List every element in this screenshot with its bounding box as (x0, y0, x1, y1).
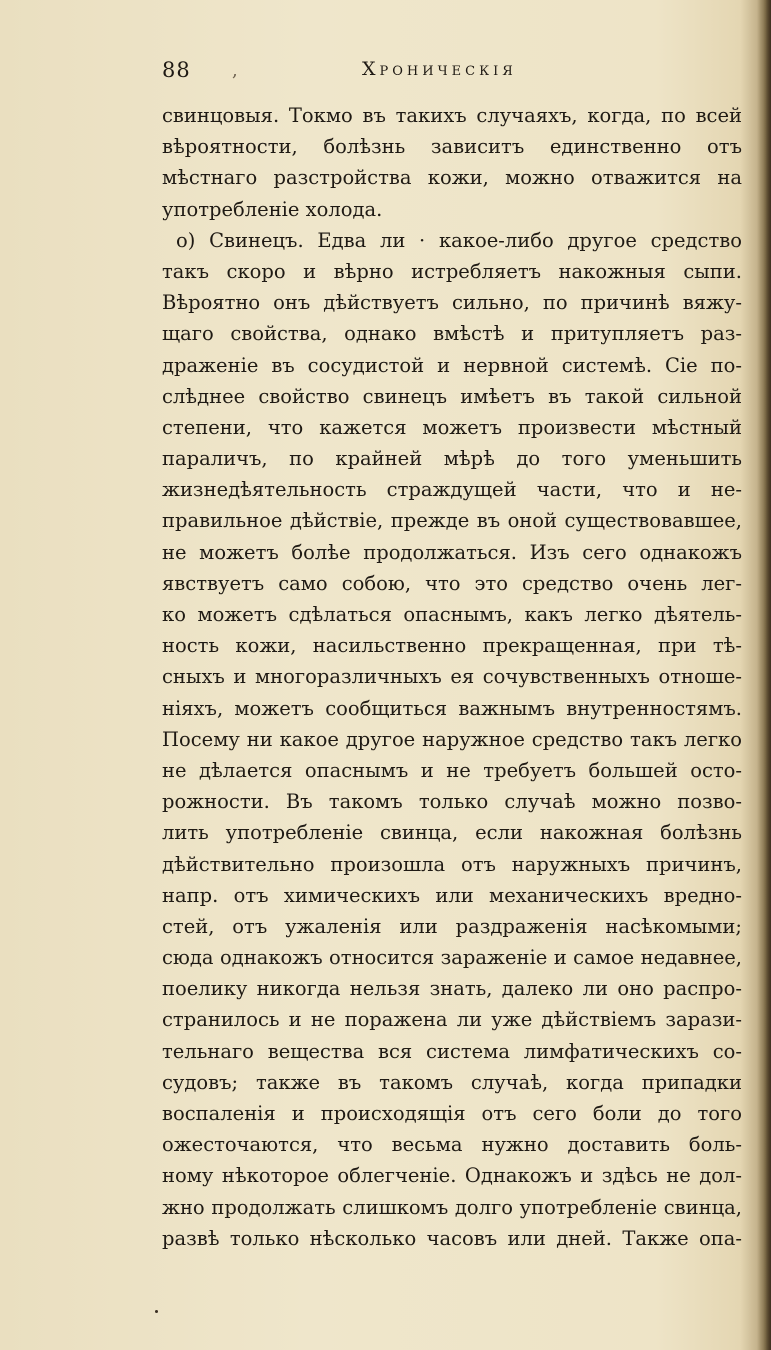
header-mark: , (232, 60, 238, 81)
text-line: ность кожи, насильственно прекращенная, при тѣ- (162, 634, 742, 658)
text-line: мѣстнаго разстройства кожи, можно отважится на (162, 166, 742, 190)
text-line: стей, отъ ужаленія или раздраженія насѣкомыми; (162, 914, 742, 938)
text-line: напр. отъ химическихъ или механическихъ вредно- (162, 883, 742, 907)
text-line: ному нѣкоторое облегченіе. Однакожъ и здѣсь не дол- (162, 1164, 742, 1188)
text-line: странилось и не поражена ли уже дѣйствіемъ зарази- (162, 1008, 742, 1032)
text-line: поелику никогда нельзя знать, далеко ли оно распро- (162, 977, 742, 1001)
text-line: рожности. Въ такомъ только случаѣ можно позво- (162, 790, 742, 814)
text-line: правильное дѣйствіе, прежде въ оной существовавшее, (162, 509, 742, 533)
running-title: Хроническія (362, 58, 517, 80)
text-line: лить употребленіе свинца, если накожная болѣзнь (162, 821, 742, 845)
page-number: 88 (162, 58, 191, 82)
text-line: слѣднее свойство свинецъ имѣетъ въ такой сильной (162, 384, 742, 408)
text-line: драженіе въ сосудистой и нервной системѣ. Сіе по- (162, 353, 742, 377)
text-line: развѣ только нѣсколько часовъ или дней. Также опа- (162, 1226, 742, 1250)
page-header (162, 58, 742, 88)
text-line: Посему ни какое другое наружное средство такъ легко (162, 727, 742, 751)
text-line: степени, что кажется можетъ произвести мѣстный (162, 415, 742, 439)
page-edge-shadow (757, 0, 771, 1350)
text-line: дѣйствительно произошла отъ наружныхъ причинъ, (162, 852, 742, 876)
text-line: свинцовыя. Токмо въ такихъ случаяхъ, когда, по всей (162, 104, 742, 127)
text-line: не дѣлается опаснымъ и не требуетъ большей осто- (162, 758, 742, 782)
text-line: сныхъ и многоразличныхъ ея сочувственныхъ отноше- (162, 665, 742, 689)
text-line: щаго свойства, однако вмѣстѣ и притупляетъ раз- (162, 322, 742, 346)
text-line: Вѣроятно онъ дѣйствуетъ сильно, по причинѣ вяжу- (162, 291, 742, 315)
text-line: употребленіе холода. (162, 197, 383, 221)
text-line: сюда однакожъ относится зараженіе и самое недавнее, (162, 946, 742, 970)
text-line: судовъ; также въ такомъ случаѣ, когда припадки (162, 1070, 742, 1094)
text-line: ніяхъ, можетъ сообщиться важнымъ внутренностямъ. (162, 696, 742, 720)
text-line: вѣроятности, болѣзнь зависитъ единственно отъ (162, 135, 742, 159)
body-text (162, 100, 742, 1254)
text-line: жизнедѣятельность страждущей части, что и не- (162, 478, 742, 502)
text-line: воспаленія и происходящія отъ сего боли до того (162, 1102, 742, 1125)
text-line: параличъ, по крайней мѣрѣ до того уменьшить (162, 447, 742, 471)
text-line: жно продолжать слишкомъ долго употребленіе свинца, (162, 1195, 742, 1219)
text-line: явствуетъ само собою, что это средство очень лег- (162, 571, 742, 595)
text-line: не можетъ болѣе продолжаться. Изъ сего однакожъ (162, 540, 742, 564)
paper-speck (155, 1310, 158, 1313)
text-line: ожесточаются, что весьма нужно доставить боль- (162, 1133, 742, 1157)
text-line: такъ скоро и вѣрно истребляетъ накожныя сыпи. (162, 259, 742, 283)
text-line: о) Свинецъ. Едва ли · какое-либо другое средство (176, 228, 742, 252)
text-line: ко можетъ сдѣлаться опаснымъ, какъ легко дѣятель- (162, 603, 742, 626)
text-line: тельнаго вещества вся система лимфатическихъ со- (162, 1039, 742, 1063)
